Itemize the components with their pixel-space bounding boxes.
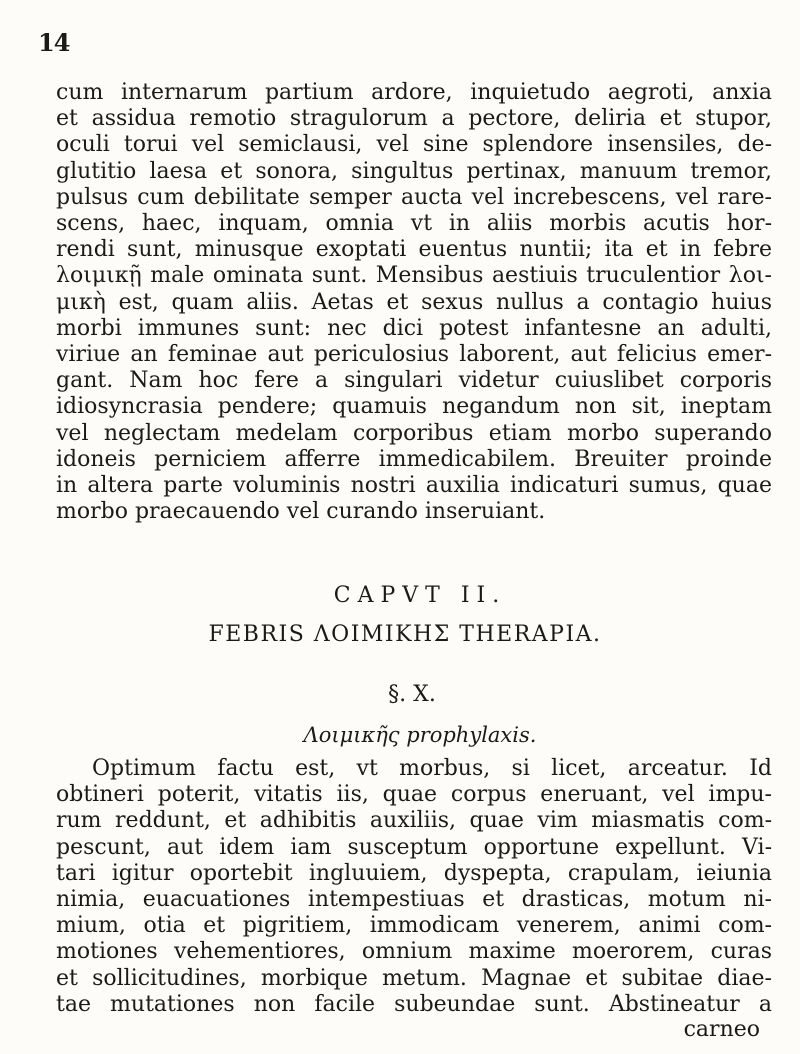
catchword: carneo: [683, 1017, 760, 1042]
text-line: Optimum factu est, vt morbus, si licet, arceatur. Id: [92, 756, 772, 781]
text-line: glutitio laesa et sonora, singultus pertinax, manuum tremor,: [56, 158, 772, 184]
section-mark: §. X.: [388, 682, 436, 707]
text-line: et assidua remotio stragulorum a pectore, deliria et stupor,: [56, 106, 772, 132]
text-line: μικὴ est, quam aliis. Aetas et sexus nullus a contagio huius: [56, 289, 772, 315]
text-line: viriue an feminae aut periculosius laborent, aut felicius emer-: [56, 342, 772, 368]
text-line: λοιμικῇ male ominata sunt. Mensibus aestiuis truculentior λοι-: [56, 263, 772, 289]
text-line: rum reddunt, et adhibitis auxiliis, quae vim miasmatis com-: [56, 808, 772, 834]
text-line: et sollicitudines, morbique metum. Magnae et subitae diae-: [56, 965, 772, 991]
text-line: pulsus cum debilitate semper aucta vel increbescens, vel rare-: [56, 184, 772, 210]
text-line: in altera parte voluminis nostri auxilia indicaturi sumus, quae: [56, 473, 772, 499]
chapter-title: FEBRIS ΛΟΙΜΙΚΗΣ THERAPIA.: [208, 622, 602, 647]
text-line: idiosyncrasia pendere; quamuis negandum non sit, ineptam: [56, 394, 772, 420]
text-line: obtineri poterit, vitatis iis, quae corpus eneruant, vel impu-: [56, 782, 772, 808]
text-line: gant. Nam hoc fere a singulari videtur cuiuslibet corporis: [56, 368, 772, 394]
text-line: tari igitur oportebit ingluuiem, dyspepta, crapulam, ieiunia: [56, 860, 772, 886]
text-line: idoneis perniciem afferre immedicabilem. Breuiter proinde: [56, 446, 772, 472]
section-title: Λοιμικῆς prophylaxis.: [303, 723, 537, 747]
text-line: cum internarum partium ardore, inquietudo aegroti, anxia: [56, 80, 772, 105]
chapter-heading: CAPVT II.: [333, 583, 507, 608]
paragraph-2: [56, 756, 772, 1018]
text-line: nimia, euacuationes intempestiuas et drasticas, motum ni-: [56, 887, 772, 913]
page-number: 14: [38, 28, 70, 57]
text-line: oculi torui vel semiclausi, vel sine splendore insensiles, de-: [56, 132, 772, 158]
text-line: motiones vehementiores, omnium maxime moerorem, curas: [56, 939, 772, 965]
text-line: morbo praecauendo vel curando inseruiant.: [56, 499, 546, 525]
text-line: scens, haec, inquam, omnia vt in aliis morbis acutis hor-: [56, 211, 772, 237]
text-line: tae mutationes non facile subeundae sunt. Abstineatur a: [56, 991, 772, 1017]
text-line: pescunt, aut idem iam susceptum opportune expellunt. Vi-: [56, 834, 772, 860]
paragraph-1: [56, 80, 772, 525]
text-line: rendi sunt, minusque exoptati euentus nuntii; ita et in febre: [56, 237, 772, 263]
text-line: vel neglectam medelam corporibus etiam morbo superando: [56, 420, 772, 446]
text-line: mium, otia et pigritiem, immodicam venerem, animi com-: [56, 913, 772, 939]
text-line: morbi immunes sunt: nec dici potest infantesne an adulti,: [56, 315, 772, 341]
